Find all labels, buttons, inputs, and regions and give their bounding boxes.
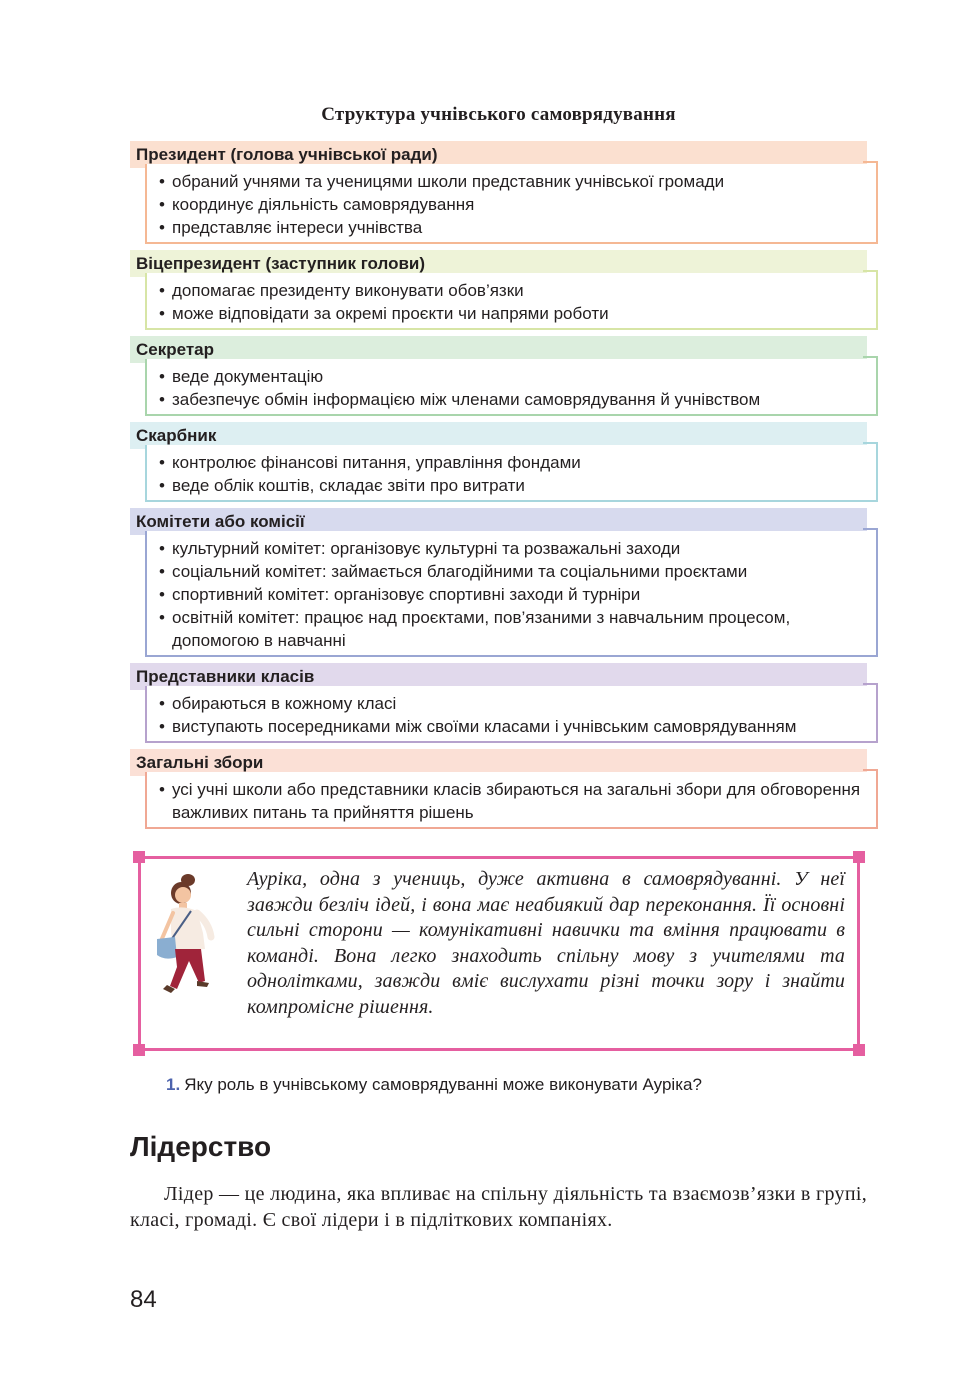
list-item: • освітній комітет: працює над проєктами, пов’язаними з навчальним процесом, допомогою в навчанні xyxy=(159,606,870,652)
list-item: • виступають посередниками між своїми класами і учнівським самоврядуванням xyxy=(159,715,870,738)
section-general-meeting xyxy=(130,749,878,829)
body-paragraph: Лідер — це людина, яка впливає на спільну діяльність та взаємозв’язки в групі, класі, громаді. Є свої лідери і в підліткових компаніях. xyxy=(130,1183,867,1231)
section-header: Комітети або комісії xyxy=(130,508,867,535)
list-item: • обираються в кожному класі xyxy=(159,692,870,715)
question-text: Яку роль в учнівському самоврядуванні може виконувати Ауріка? xyxy=(184,1075,702,1094)
section-header: Президент (голова учнівської ради) xyxy=(130,141,867,168)
section-class-representatives xyxy=(130,663,878,743)
section-treasurer xyxy=(130,422,878,502)
corner-square xyxy=(853,851,865,863)
section-body xyxy=(145,531,878,657)
page-number: 84 xyxy=(130,1286,157,1313)
list-item: • веде документацію xyxy=(159,365,870,388)
section-header: Віцепрезидент (заступник голови) xyxy=(130,250,867,277)
question-number: 1. xyxy=(166,1075,181,1094)
story-text: Ауріка, одна з учениць, дуже активна в самоврядуванні. У неї завжди безліч ідей, і вона має неабиякий дар переконання. Її основні сильні сторони — комунікативні навички та вміння працювати в команді. Вона легко знаходить спільну мову з учителями та однолітками, завжди вміє вислухати різні точки зору і знайти компромісне рішення. xyxy=(247,868,845,1018)
corner-square xyxy=(133,851,145,863)
list-item: • координує діяльність самоврядування xyxy=(159,193,870,216)
list-item: • соціальний комітет: займається благодійними та соціальними проєктами xyxy=(159,560,870,583)
section-secretary xyxy=(130,336,878,416)
list-item: • контролює фінансові питання, управління фондами xyxy=(159,451,870,474)
section-vice-president xyxy=(130,250,878,330)
section-header: Загальні збори xyxy=(130,749,867,776)
list-item: • представляє інтереси учнівства xyxy=(159,216,870,239)
girl-illustration-icon xyxy=(153,871,247,999)
question-1 xyxy=(166,1075,702,1095)
structure-title: Структура учнівського самоврядування xyxy=(321,104,676,125)
corner-square xyxy=(133,1044,145,1056)
list-item: • допомагає президенту виконувати обов’язки xyxy=(159,279,870,302)
list-item: • веде облік коштів, складає звіти про витрати xyxy=(159,474,870,497)
section-body xyxy=(145,273,878,330)
section-body xyxy=(145,445,878,502)
section-body xyxy=(145,772,878,829)
list-item: • забезпечує обмін інформацією між членами самоврядування й учнівством xyxy=(159,388,870,411)
section-heading: Лідерство xyxy=(130,1131,272,1162)
section-header: Представники класів xyxy=(130,663,867,690)
section-president xyxy=(130,141,878,244)
section-committees xyxy=(130,508,878,657)
section-body xyxy=(145,359,878,416)
section-body xyxy=(145,686,878,743)
list-item: • спортивний комітет: організовує спортивні заходи й турніри xyxy=(159,583,870,606)
corner-square xyxy=(853,1044,865,1056)
list-item: • культурний комітет: організовує культурні та розважальні заходи xyxy=(159,537,870,560)
section-header: Секретар xyxy=(130,336,867,363)
section-header: Скарбник xyxy=(130,422,867,449)
section-body xyxy=(145,164,878,244)
list-item: • може відповідати за окремі проєкти чи напрями роботи xyxy=(159,302,870,325)
list-item: • обраний учнями та ученицями школи представник учнівської громади xyxy=(159,170,870,193)
story-text-block xyxy=(153,867,845,1020)
list-item: • усі учні школи або представники класів збираються на загальні збори для обговорення важливих питань та прийняття рішень xyxy=(159,778,870,824)
story-box xyxy=(138,856,860,1051)
